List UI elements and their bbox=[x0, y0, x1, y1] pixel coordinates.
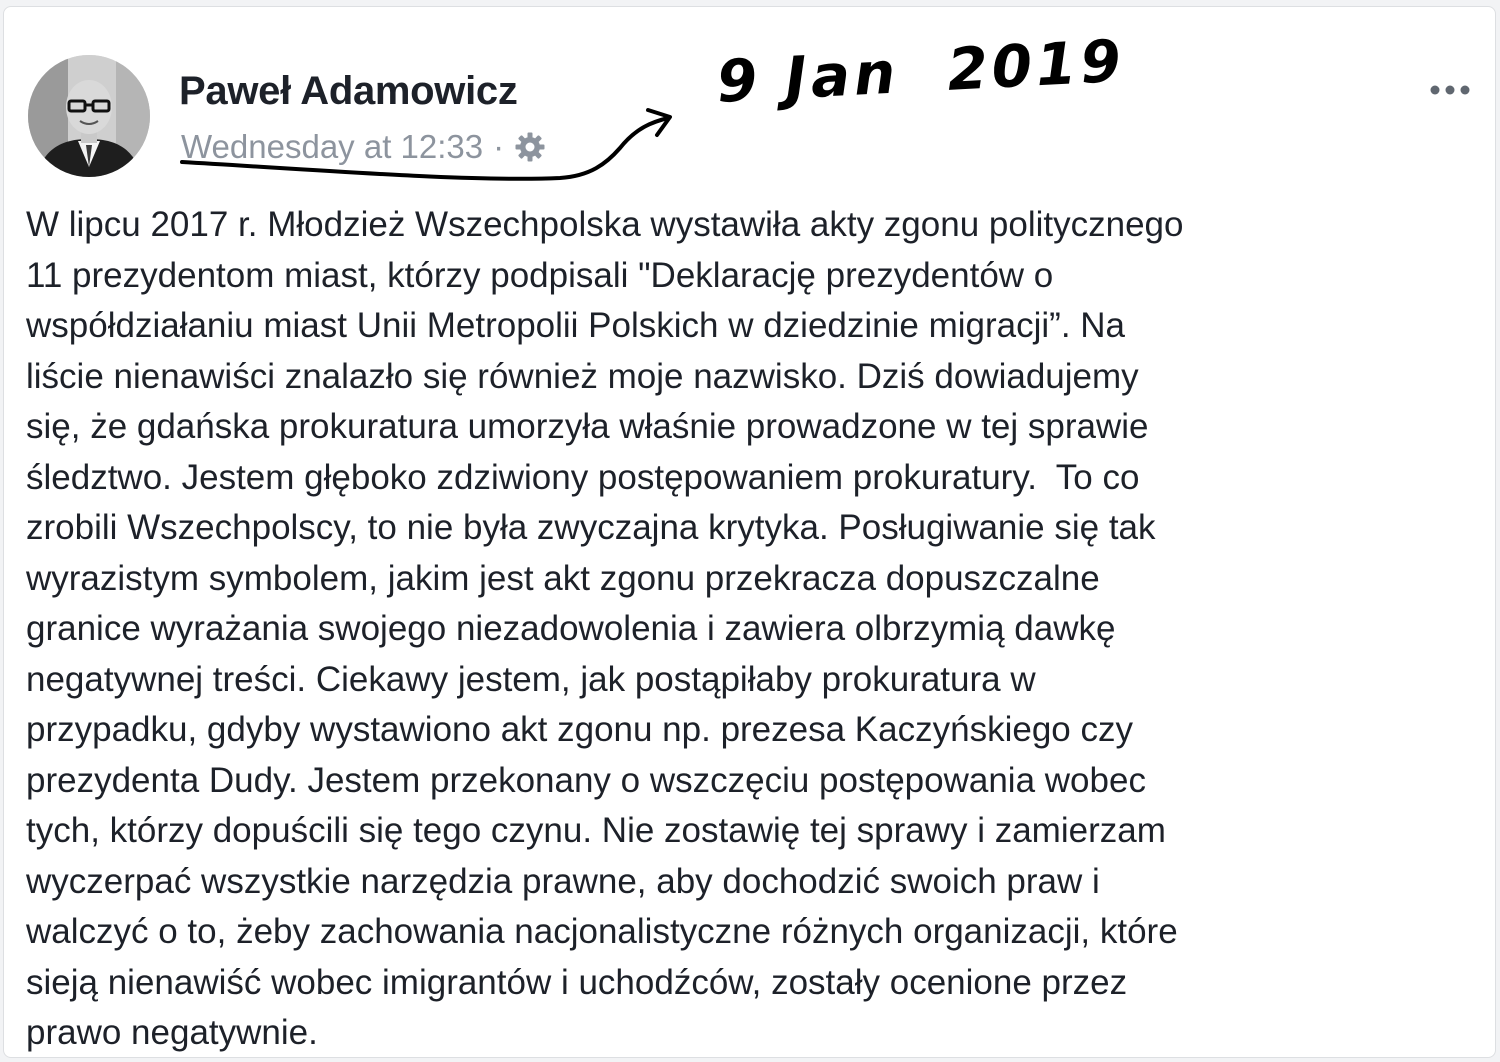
post-text-line: przypadku, gdyby wystawiono akt zgonu np. prezesa Kaczyńskiego czy bbox=[26, 710, 1133, 749]
more-options-icon[interactable] bbox=[1425, 75, 1475, 105]
post-text-line: wyrazistym symbolem, jakim jest akt zgonu przekracza dopuszczalne bbox=[26, 558, 1100, 598]
gear-icon[interactable] bbox=[514, 131, 546, 163]
profile-photo-icon bbox=[28, 55, 150, 177]
post-text-line: zrobili Wszechpolscy, to nie była zwyczajna krytyka. Posługiwanie się tak bbox=[26, 508, 1156, 547]
post-text-line: prezydenta Dudy. Jestem przekonany o wszczęciu postępowania wobec bbox=[26, 760, 1146, 800]
meta-separator: · bbox=[493, 128, 505, 165]
post-text-line: liście nienawiści znalazło się również moje nazwisko. Dziś dowiadujemy bbox=[26, 356, 1139, 396]
post-timestamp[interactable]: Wednesday at 12:33 bbox=[181, 128, 484, 165]
post-text-line: tych, którzy dopuścili się tego czynu. Nie zostawię tej sprawy i zamierzam bbox=[26, 811, 1166, 850]
annotation-date: 9 Jan 2019 bbox=[715, 26, 1127, 116]
post-text-line: walczyć o to, żeby zachowania nacjonalistyczne różnych organizacji, które bbox=[26, 912, 1178, 951]
post-text-line: współdziałaniu miast Unii Metropolii Polskich w dziedzinie migracji”. Na bbox=[26, 306, 1126, 345]
post-text-line: negatywnej treści. Ciekawy jestem, jak postąpiłaby prokuratura w bbox=[26, 659, 1036, 699]
post-text-line: 11 prezydentom miast, którzy podpisali "Deklarację prezydentów o bbox=[26, 255, 1054, 295]
post-meta bbox=[181, 127, 546, 167]
post-card bbox=[3, 6, 1496, 1058]
post-text-line: wyczerpać wszystkie narzędzia prawne, aby dochodzić swoich praw i bbox=[26, 861, 1100, 901]
post-text-line: śledztwo. Jestem głęboko zdziwiony postępowaniem prokuratury. To co bbox=[26, 457, 1140, 497]
avatar[interactable] bbox=[28, 55, 150, 177]
post-text-line: prawo negatywnie. bbox=[26, 1013, 318, 1052]
post-text-line: sieją nienawiść wobec imigrantów i uchodźców, zostały ocenione przez bbox=[26, 962, 1128, 1002]
author-name[interactable]: Paweł Adamowicz bbox=[179, 69, 518, 113]
post-body bbox=[26, 200, 1476, 1059]
post-text-line: granice wyrażania swojego niezadowolenia i zawiera olbrzymią dawkę bbox=[26, 609, 1116, 648]
post-text-line: W lipcu 2017 r. Młodzież Wszechpolska wystawiła akty zgonu politycznego bbox=[26, 205, 1184, 244]
post-text-line: się, że gdańska prokuratura umorzyła właśnie prowadzone w tej sprawie bbox=[26, 407, 1149, 446]
